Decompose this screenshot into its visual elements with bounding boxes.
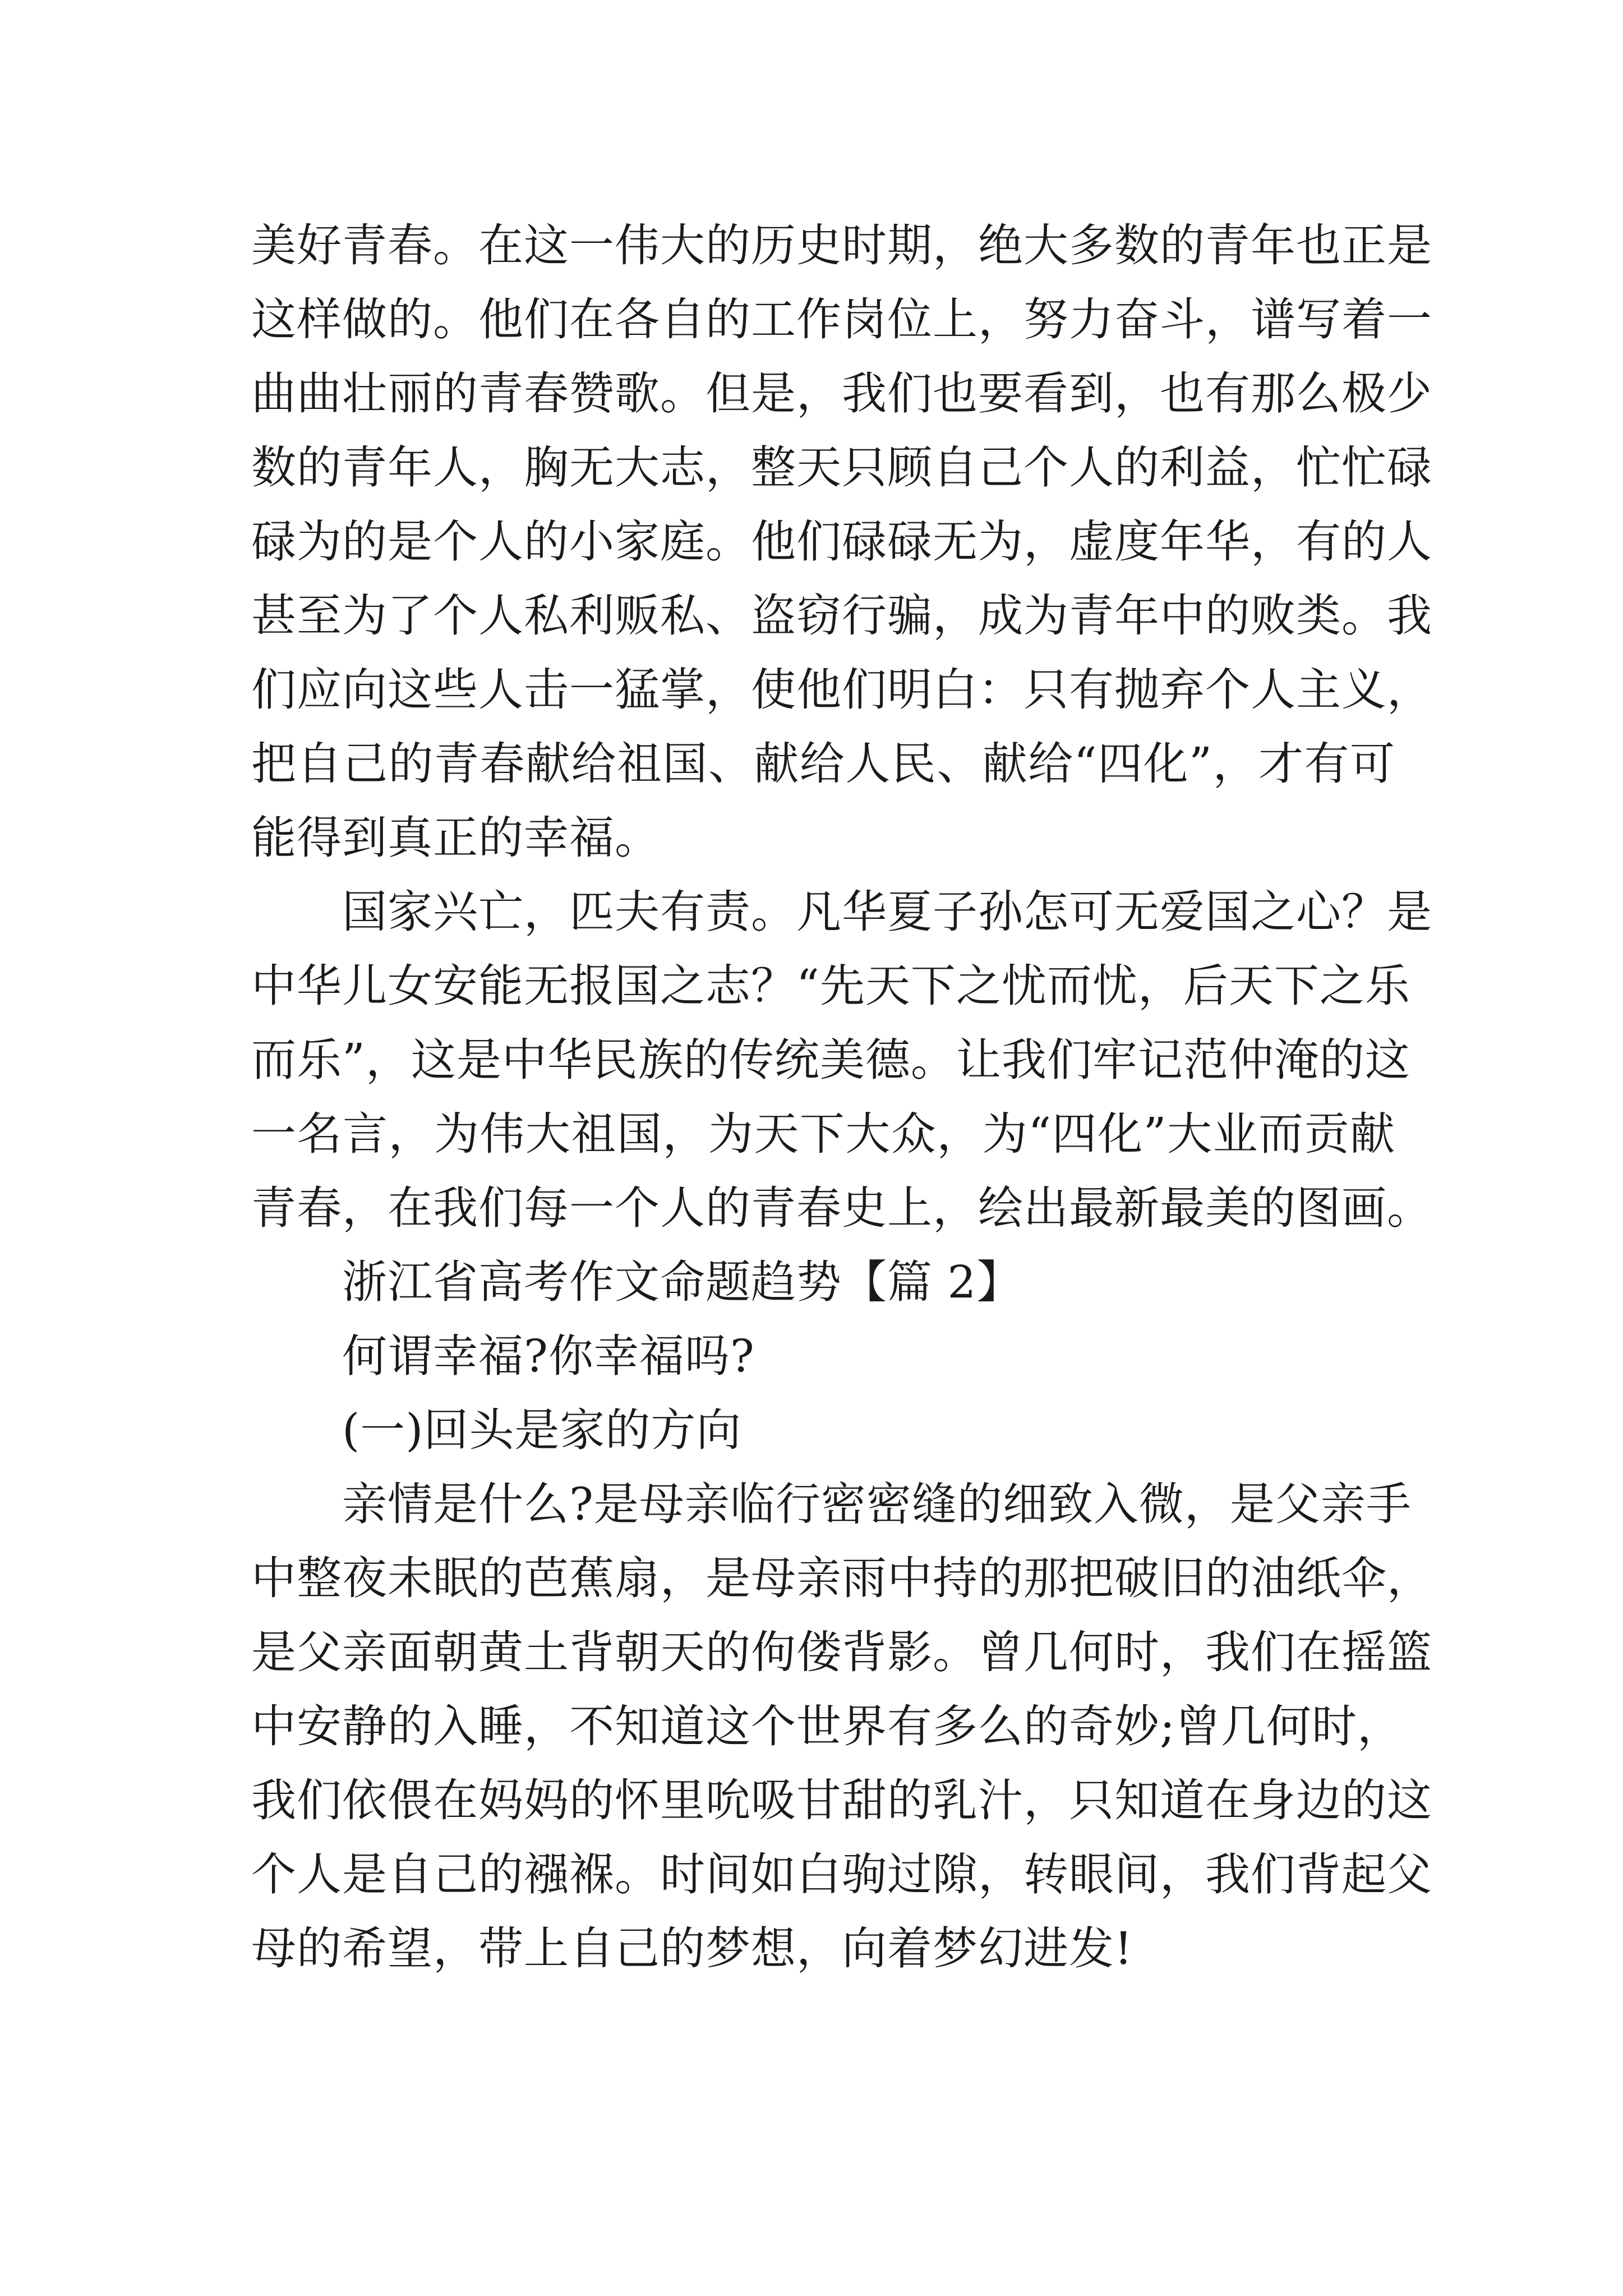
section-heading: 浙江省高考作文命题趋势【篇 2】 bbox=[342, 1256, 1022, 1308]
text-line: 中华儿女安能无报国之志？“先天下之忧而忧，后天下之乐 bbox=[251, 960, 1410, 1012]
text-line: 是父亲面朝黄土背朝天的佝偻背影。曾几何时，我们在摇篮 bbox=[251, 1626, 1432, 1678]
subsection-heading: (一)回头是家的方向 bbox=[342, 1404, 742, 1456]
text-line: 甚至为了个人私利贩私、盗窃行骗，成为青年中的败类。我 bbox=[251, 590, 1432, 642]
text-line: 中整夜未眠的芭蕉扇，是母亲雨中持的那把破旧的油纸伞， bbox=[251, 1552, 1432, 1604]
text-line: 美好青春。在这一伟大的历史时期，绝大多数的青年也正是 bbox=[251, 219, 1432, 272]
text-line: 中安静的入睡，不知道这个世界有多么的奇妙;曾几何时， bbox=[251, 1700, 1403, 1752]
text-line: 能得到真正的幸福。 bbox=[251, 812, 660, 864]
paragraph-first-line: 国家兴亡，匹夫有责。凡华夏子孙怎可无爱国之心？是 bbox=[342, 886, 1432, 938]
text-line: 这样做的。他们在各自的工作岗位上，努力奋斗，谱写着一 bbox=[251, 293, 1432, 346]
question-line: 何谓幸福?你幸福吗? bbox=[342, 1330, 755, 1382]
text-line: 青春，在我们每一个人的青春史上，绘出最新最美的图画。 bbox=[251, 1182, 1432, 1234]
text-line: 碌为的是个人的小家庭。他们碌碌无为，虚度年华，有的人 bbox=[251, 516, 1432, 568]
text-line: 一名言，为伟大祖国，为天下大众，为“四化”大业而贡献 bbox=[251, 1108, 1395, 1160]
document-body bbox=[251, 209, 1432, 1986]
text-line: 而乐”，这是中华民族的传统美德。让我们牢记范仲淹的这 bbox=[251, 1034, 1410, 1086]
text-line: 数的青年人，胸无大志，整天只顾自己个人的利益，忙忙碌 bbox=[251, 441, 1432, 494]
text-line: 我们依偎在妈妈的怀里吮吸甘甜的乳汁，只知道在身边的这 bbox=[251, 1774, 1432, 1826]
text-line: 把自己的青春献给祖国、献给人民、献给“四化”，才有可 bbox=[251, 738, 1395, 790]
text-line: 们应向这些人击一猛掌，使他们明白：只有抛弃个人主义， bbox=[251, 664, 1432, 716]
text-line: 曲曲壮丽的青春赞歌。但是，我们也要看到，也有那么极少 bbox=[251, 367, 1432, 420]
text-line: 个人是自己的襁褓。时间如白驹过隙，转眼间，我们背起父 bbox=[251, 1848, 1432, 1901]
paragraph-first-line: 亲情是什么?是母亲临行密密缝的细致入微，是父亲手 bbox=[342, 1478, 1412, 1530]
text-line: 母的希望，带上自己的梦想，向着梦幻进发! bbox=[251, 1922, 1133, 1975]
